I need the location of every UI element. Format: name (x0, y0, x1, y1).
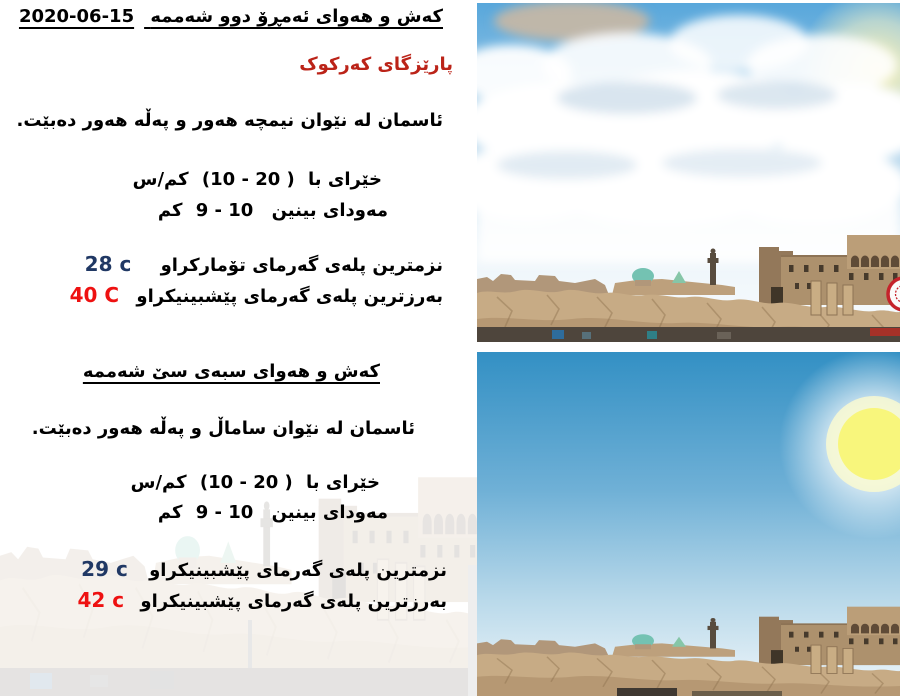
day2-sky-condition: ئاسمان لە نێوان ساماڵ و پەڵە هەور دەبێت. (31, 418, 415, 439)
day2-temp-high-label: بەرزترین پلەی گەرمای پێشبینیکراو (140, 591, 447, 612)
day2-visibility-label: مەودای بینین (271, 502, 388, 523)
day1-temp-low-line (85, 252, 443, 278)
day2-visibility-range: 9 - 10 (195, 502, 254, 523)
day2-temp-high-line (77, 588, 447, 614)
photo-today-partly-cloudy (477, 3, 900, 342)
day1-wind-line (133, 169, 382, 192)
day1-wind-label: خێرای با (308, 169, 382, 190)
day1-wind-range: (10 - 20 ) (201, 169, 295, 190)
day1-visibility-unit: کم (157, 200, 183, 221)
day2-wind-unit: کم/س (130, 472, 187, 493)
day1-temp-high-label: بەرزترین پلەی گەرمای پێشبینیکراو (136, 286, 443, 307)
day2-temp-low-value: 29 c (81, 557, 129, 581)
day2-wind-label: خێرای با (306, 472, 380, 493)
province-heading: پارێزگای کەرکوک (299, 54, 453, 75)
title-today-text: کەش و هەوای ئەمڕۆ دوو شەممە (150, 6, 443, 27)
report-date: 2020-06-15 (18, 6, 135, 27)
report-title-tomorrow: کەش و هەوای سبەی سێ شەممە (82, 361, 380, 382)
day2-visibility-unit: کم (157, 502, 183, 523)
day2-temp-high-value: 42 c (77, 588, 126, 612)
day2-wind-line (131, 472, 380, 495)
day1-temp-high-line (70, 283, 443, 309)
day1-visibility-label: مەودای بینین (271, 200, 388, 221)
photo-tomorrow-sunny (477, 352, 900, 696)
day1-temp-high-value: 40 C (69, 283, 121, 307)
day2-visibility-line (158, 502, 388, 525)
day2-wind-range: (10 - 20 ) (199, 472, 293, 493)
report-title-today (19, 6, 443, 29)
day2-temp-low-label: نزمترین پلەی گەرمای پێشبینیکراو (149, 560, 447, 581)
day2-temp-low-line (81, 557, 447, 583)
base-wall-and-trucks (477, 327, 900, 342)
day1-temp-low-label: نزمترین پلەی گەرمای تۆمارکراو (160, 255, 443, 276)
day1-visibility-range: 9 - 10 (195, 200, 254, 221)
day1-temp-low-value: 28 c (84, 252, 133, 276)
day1-wind-unit: کم/س (132, 169, 189, 190)
day1-sky-condition: ئاسمان لە نێوان نیمچە هەور و پەڵە هەور دەبێت. (16, 110, 443, 131)
day1-visibility-line (158, 200, 388, 223)
